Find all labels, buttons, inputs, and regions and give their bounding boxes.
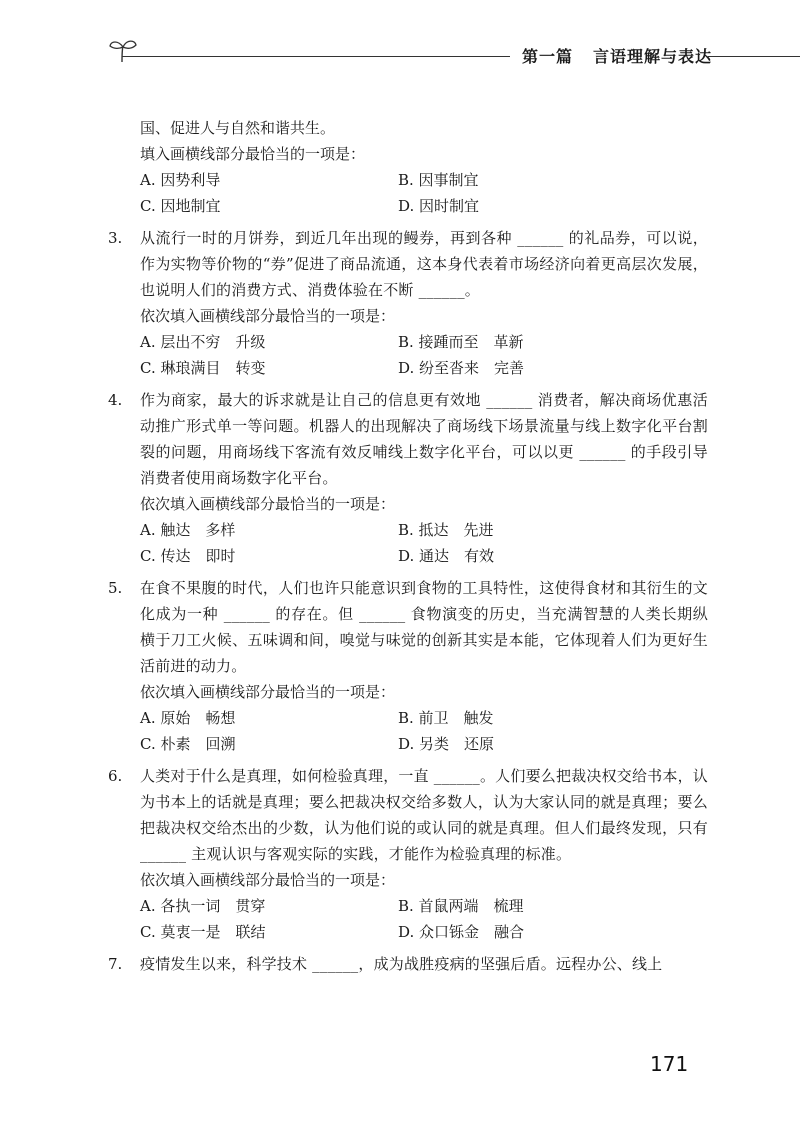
header-rule-left	[122, 56, 510, 57]
question-7	[108, 951, 708, 977]
option-c: C. 朴素 回溯	[140, 735, 236, 753]
options-row-1	[108, 517, 708, 543]
question-text: 从流行一时的月饼券，到近几年出现的鳗券，再到各种 ______ 的礼品券，可以说，作为实物等价物的“券”促进了商品流通，这本身代表着市场经济向着更高层次发展，也说明人们的消费方式、消费体验在不断 ______。	[140, 229, 708, 299]
options-row-2	[108, 355, 708, 381]
options-row-2	[108, 731, 708, 757]
option-c: C. 传达 即时	[140, 547, 236, 565]
option-a: A. 原始 畅想	[140, 709, 236, 727]
intro-options-row-2	[108, 193, 708, 219]
question-prompt: 依次填入画横线部分最恰当的一项是：	[140, 871, 396, 889]
options-row-1	[108, 893, 708, 919]
option-a: A. 层出不穷 升级	[140, 333, 266, 351]
options-row-1	[108, 329, 708, 355]
page-header	[0, 38, 800, 78]
header-rule-right	[708, 56, 800, 57]
sprout-icon	[108, 38, 138, 64]
question-number: 4.	[108, 391, 123, 409]
option-d: D. 众口铄金 融合	[398, 923, 525, 941]
option-d: D. 纷至沓来 完善	[398, 359, 525, 377]
intro-prompt: 填入画横线部分最恰当的一项是：	[140, 145, 366, 163]
question-number: 5.	[108, 579, 123, 597]
header-section-title: 言语理解与表达	[593, 47, 713, 66]
option-b: B. 因事制宜	[398, 171, 479, 189]
question-6	[108, 763, 708, 867]
option-a: A. 触达 多样	[140, 521, 236, 539]
option-a: A. 各执一词 贯穿	[140, 897, 266, 915]
page-content	[108, 115, 708, 977]
options-row-2	[108, 543, 708, 569]
intro-options-row-1	[108, 167, 708, 193]
header-title	[522, 44, 712, 67]
question-number: 7.	[108, 955, 123, 973]
options-row-1	[108, 705, 708, 731]
option-c: C. 莫衷一是 联结	[140, 923, 266, 941]
option-b: B. 前卫 触发	[398, 709, 494, 727]
page-number: 171	[650, 1052, 689, 1076]
option-d: D. 通达 有效	[398, 547, 495, 565]
question-text: 人类对于什么是真理，如何检验真理，一直 ______。人们要么把裁决权交给书本，认为书本上的话就是真理；要么把裁决权交给多数人，认为大家认同的就是真理；要么把裁决权交给杰出的少数，认为他们说的或认同的就是真理。但人们最终发现，只有 ______ 主观认识与客观实际的实践，才能作为检验真理的标准。	[140, 767, 708, 863]
option-d: D. 另类 还原	[398, 735, 495, 753]
question-4	[108, 387, 708, 491]
option-d: D. 因时制宜	[398, 197, 480, 215]
question-prompt: 依次填入画横线部分最恰当的一项是：	[140, 683, 396, 701]
option-c: C. 琳琅满目 转变	[140, 359, 266, 377]
option-b: B. 抵达 先进	[398, 521, 494, 539]
question-text: 疫情发生以来，科学技术 ______，成为战胜疫病的坚强后盾。远程办公、线上	[140, 955, 663, 973]
option-a: A. 因势利导	[140, 171, 221, 189]
question-number: 3.	[108, 229, 123, 247]
options-row-2	[108, 919, 708, 945]
option-b: B. 首鼠两端 梳理	[398, 897, 524, 915]
question-prompt: 依次填入画横线部分最恰当的一项是：	[140, 307, 396, 325]
question-text: 作为商家，最大的诉求就是让自己的信息更有效地 ______ 消费者，解决商场优惠活动推广形式单一等问题。机器人的出现解决了商场线下场景流量与线上数字化平台割裂的问题，用商场线下客流有效反哺线上数字化平台，可以以更 ______ 的手段引导消费者使用商场数字化平台。	[140, 391, 708, 487]
question-text: 在食不果腹的时代，人们也许只能意识到食物的工具特性，这使得食材和其衍生的文化成为一种 ______ 的存在。但 ______ 食物演变的历史，当充满智慧的人类长期纵横于刀工火候、五味调和间，嗅觉与味觉的创新其实是本能，它体现着人们为更好生活前进的动力。	[140, 579, 708, 675]
option-c: C. 因地制宜	[140, 197, 221, 215]
question-prompt: 依次填入画横线部分最恰当的一项是：	[140, 495, 396, 513]
question-5	[108, 575, 708, 679]
question-3	[108, 225, 708, 303]
question-number: 6.	[108, 767, 123, 785]
option-b: B. 接踵而至 革新	[398, 333, 524, 351]
intro-continuation: 国、促进人与自然和谐共生。	[140, 119, 336, 137]
header-part: 第一篇	[522, 47, 574, 66]
